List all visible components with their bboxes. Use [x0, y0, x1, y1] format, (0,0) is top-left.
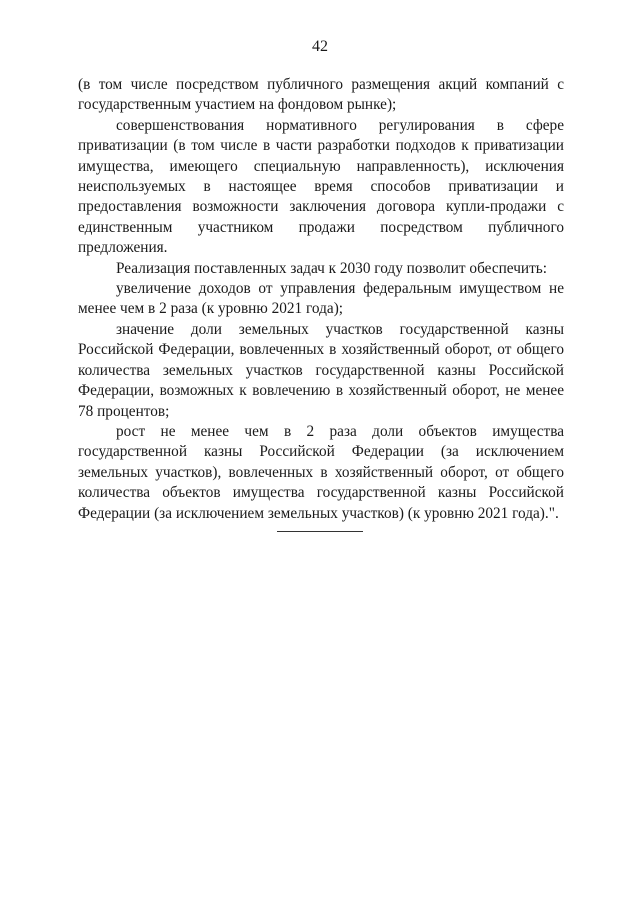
body-text	[78, 75, 564, 524]
paragraph-privatization-placement: (в том числе посредством публичного размещения акций компаний с государственным участием на фондовом рынке);	[78, 76, 564, 114]
paragraph-property-share-growth: рост не менее чем в 2 раза доли объектов имущества государственной казны Российской Федерации (за исключением земельных участков), вовлеченных в хозяйственный оборот, от общего количества объектов имущества государственной казны Российской Федерации (за исключением земельных участков) (к уровню 2021 года).".	[78, 422, 564, 522]
page-number: 42	[312, 38, 328, 55]
end-separator-line	[277, 531, 363, 532]
paragraph-income-increase: увеличение доходов от управления федеральным имуществом не менее чем в 2 раза (к уровню 2021 года);	[78, 280, 564, 318]
paragraph-regulation-improvement: совершенствования нормативного регулирования в сфере приватизации (в том числе в части разработки подходов к приватизации имущества, имеющего специальную направленность), исключения неиспользуемых в настоящее время способов приватизации и предоставления возможности заключения договора купли-продажи с единственным участником продажи посредством публичного предложения.	[78, 116, 564, 257]
paragraph-land-share: значение доли земельных участков государственной казны Российской Федерации, вовлеченных в хозяйственный оборот, от общего количества земельных участков государственной казны Российской Федерации, возможных к вовлечению в хозяйственный оборот, не менее 78 процентов;	[78, 320, 564, 420]
paragraph-goals-2030: Реализация поставленных задач к 2030 году позволит обеспечить:	[116, 259, 548, 277]
